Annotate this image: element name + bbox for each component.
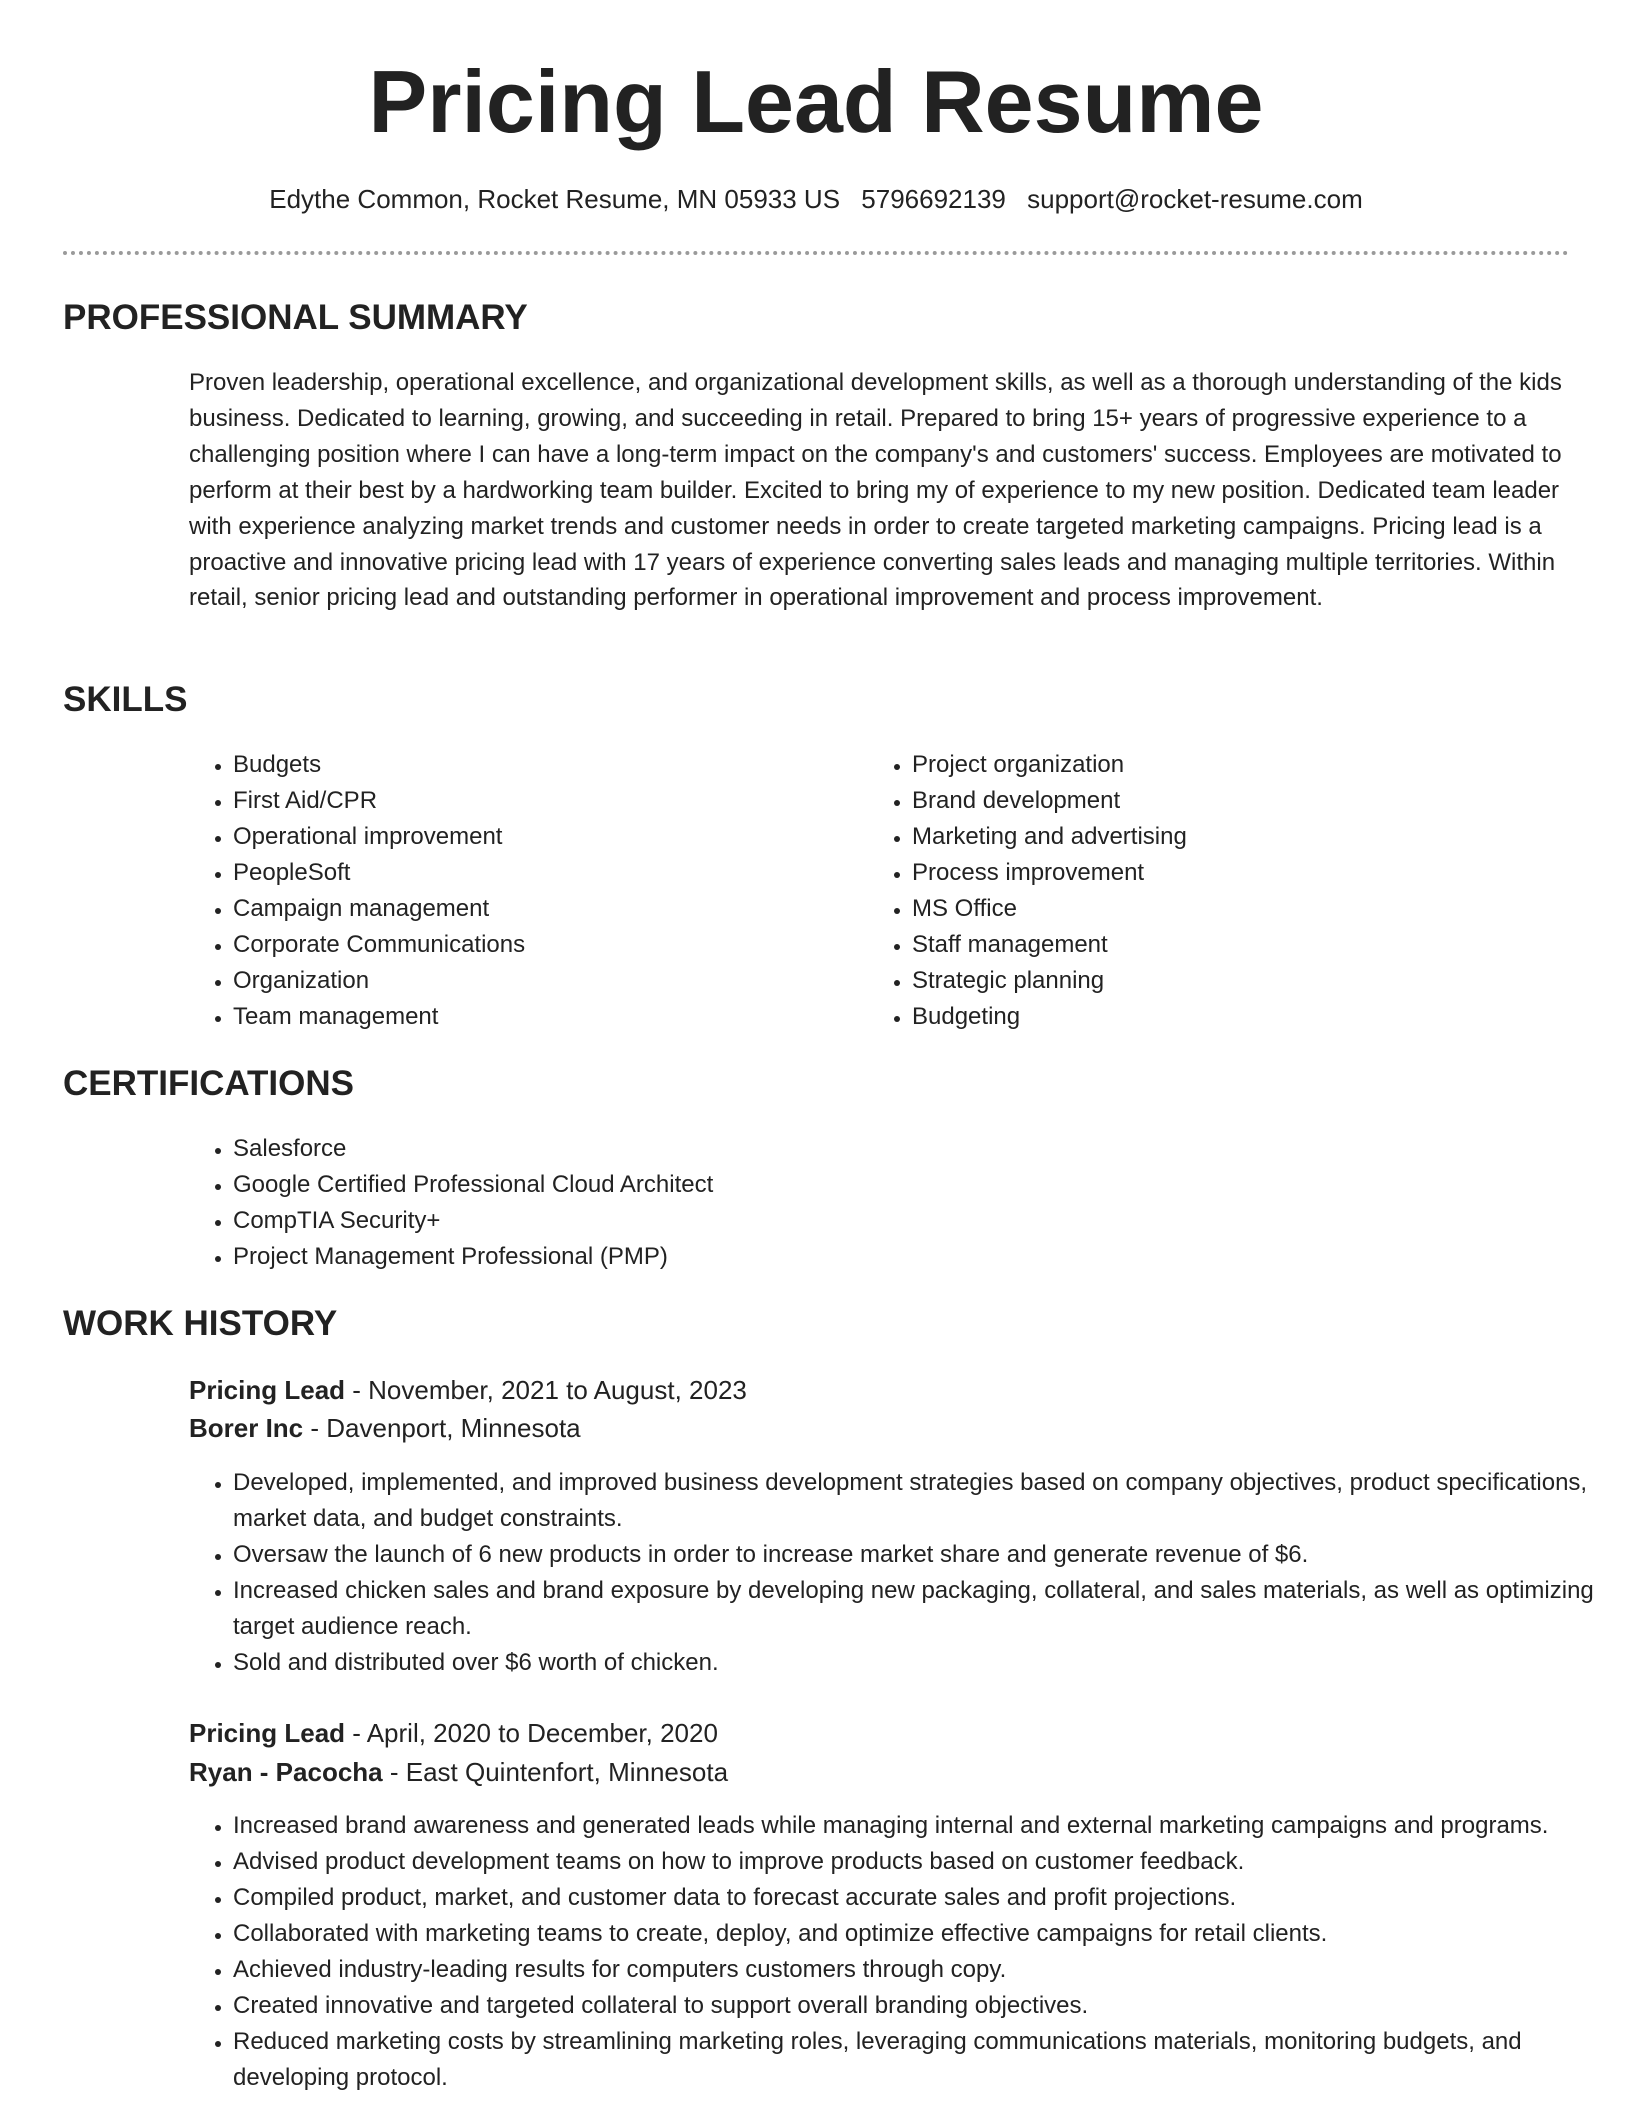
job-company: Borer Inc <box>189 1413 304 1443</box>
skill-item: • PeopleSoft <box>233 855 853 891</box>
job-bullet: • Sold and distributed over $6 worth of chicken. <box>233 1645 1613 1681</box>
contact-email: support@rocket-resume.com <box>1027 184 1363 214</box>
job-title: Pricing Lead <box>189 1375 346 1405</box>
job-bullet: • Developed, implemented, and improved business development strategies based on company objectives, product specifications, market data, and budget constraints. <box>233 1465 1613 1537</box>
job-title-line <box>189 1371 747 1409</box>
contact-address: Edythe Common, Rocket Resume, MN 05933 US <box>269 184 841 214</box>
skill-item: • Campaign management <box>233 891 853 927</box>
section-title-work-history: WORK HISTORY <box>63 1304 338 1343</box>
job-dates: - April, 2020 to December, 2020 <box>345 1718 718 1748</box>
job-bullets <box>189 1808 1613 2096</box>
job-company-line <box>189 1753 728 1791</box>
skill-item: • Operational improvement <box>233 819 853 855</box>
skill-item: • Budgeting <box>912 999 1532 1035</box>
skill-item: • Brand development <box>912 783 1532 819</box>
skills-list-right <box>868 747 1532 1035</box>
contact-line <box>0 182 1632 216</box>
skill-item: • Project organization <box>912 747 1532 783</box>
job-title: Pricing Lead <box>189 1718 346 1748</box>
job-bullets <box>189 1465 1613 1681</box>
section-title-certifications: CERTIFICATIONS <box>63 1064 355 1103</box>
job-company-line <box>189 1409 581 1447</box>
contact-phone: 5796692139 <box>861 184 1006 214</box>
skill-item: • Strategic planning <box>912 963 1532 999</box>
job-location: - East Quintenfort, Minnesota <box>382 1757 729 1787</box>
skill-item: • Process improvement <box>912 855 1532 891</box>
job-location: - Davenport, Minnesota <box>303 1413 581 1443</box>
job-bullet: • Reduced marketing costs by streamlining marketing roles, leveraging communications materials, monitoring budgets, and developing protocol. <box>233 2024 1613 2096</box>
certification-item: • Google Certified Professional Cloud Architect <box>233 1167 1333 1203</box>
page-title: Pricing Lead Resume <box>368 52 1264 151</box>
skill-item: • Corporate Communications <box>233 927 853 963</box>
job-bullet: • Created innovative and targeted collateral to support overall branding objectives. <box>233 1988 1613 2024</box>
certifications-list <box>189 1131 1333 1275</box>
certification-item: • CompTIA Security+ <box>233 1203 1333 1239</box>
job-bullet: • Advised product development teams on how to improve products based on customer feedback. <box>233 1844 1613 1880</box>
job-bullet: • Achieved industry-leading results for computers customers through copy. <box>233 1952 1613 1988</box>
skill-item: • First Aid/CPR <box>233 783 853 819</box>
section-title-skills: SKILLS <box>63 680 188 719</box>
job-bullet: • Oversaw the launch of 6 new products in order to increase market share and generate revenue of $6. <box>233 1537 1613 1573</box>
section-title-summary: PROFESSIONAL SUMMARY <box>63 298 528 337</box>
skill-item: • Staff management <box>912 927 1532 963</box>
skill-item: • Marketing and advertising <box>912 819 1532 855</box>
job-bullet: • Increased brand awareness and generated leads while managing internal and external marketing campaigns and programs. <box>233 1808 1613 1844</box>
job-dates: - November, 2021 to August, 2023 <box>345 1375 747 1405</box>
skills-list-left <box>189 747 853 1035</box>
skill-item: • MS Office <box>912 891 1532 927</box>
certification-item: • Salesforce <box>233 1131 1333 1167</box>
job-bullet: • Compiled product, market, and customer data to forecast accurate sales and profit projections. <box>233 1880 1613 1916</box>
job-bullet: • Collaborated with marketing teams to create, deploy, and optimize effective campaigns for retail clients. <box>233 1916 1613 1952</box>
job-bullet: • Increased chicken sales and brand exposure by developing new packaging, collateral, and sales materials, as well as optimizing target audience reach. <box>233 1573 1613 1645</box>
header-divider <box>63 251 1569 255</box>
skill-item: • Budgets <box>233 747 853 783</box>
summary-text: Proven leadership, operational excellence, and organizational development skills, as well as a thorough understanding of the kids business. Dedicated to learning, growing, and succeeding in retail. Prepared to bring 15+ years of progressive experience to a challenging position where I can have a long-term impact on the company's and customers' success. Employees are motivated to perform at their best by a hardworking team builder. Excited to bring my of experience to my new position. Dedicated team leader with experience analyzing market trends and customer needs in order to create targeted marketing campaigns. Pricing lead is a proactive and innovative pricing lead with 17 years of experience converting sales leads and managing multiple territories. Within retail, senior pricing lead and outstanding performer in operational improvement and process improvement. <box>189 369 1562 612</box>
job-title-line <box>189 1714 718 1752</box>
certification-item: • Project Management Professional (PMP) <box>233 1239 1333 1275</box>
skill-item: • Organization <box>233 963 853 999</box>
skill-item: • Team management <box>233 999 853 1035</box>
job-company: Ryan - Pacocha <box>189 1757 383 1787</box>
